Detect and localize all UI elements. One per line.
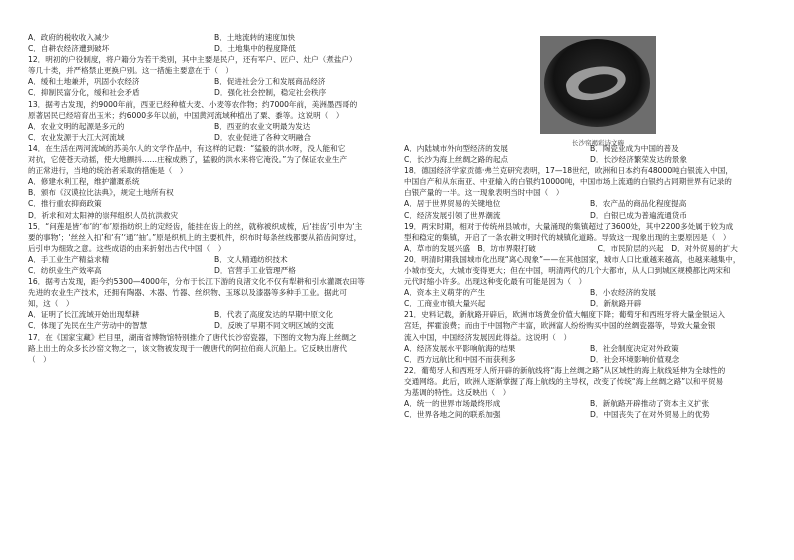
option-a: C．经济发展引领了世界潮流 <box>404 210 501 220</box>
option-row <box>404 243 776 254</box>
text-line: 交通网络。此后，欧洲人逐渐掌握了海上航线的主导权，改变了传统“海上丝绸之路”以和平贸易 <box>404 376 724 386</box>
option-b: D．土地集中的程度降低 <box>214 44 296 54</box>
left-column <box>28 32 400 365</box>
option-b: B．陶瓷业成为中国的普及 <box>590 143 679 153</box>
option-b: B．促进社会分工和发展商品经济 <box>214 77 326 87</box>
option-b: B．新航路开辟推动了资本主义扩张 <box>590 399 710 409</box>
option-a: A．统一的世界市场最终形成 <box>404 399 501 409</box>
bowl-shape <box>544 39 650 127</box>
option-b: B．社会制度决定对外政策 <box>590 343 679 353</box>
text-line: 元代时缩小许多。出现这种变化最有可能是因为（ ） <box>404 277 587 287</box>
option-a: A．经济发展水平影响航海的结果 <box>404 343 516 353</box>
option-a: A．草市的发展兴盛 B．坊市界限打破 <box>404 243 536 253</box>
option-b: D．强化社会控制，稳定社会秩序 <box>214 88 327 98</box>
option-row <box>404 154 776 165</box>
text-line: 22．葡萄牙人和西班牙人所开辟的新航线将“海上丝绸之路”从区域性的海上航线延伸为全球性的 <box>404 365 726 375</box>
option-b: B．土地流转的速度加快 <box>214 33 296 42</box>
option-a: C．农业发源于大江大河流域 <box>28 132 125 142</box>
text-line: 要的事物’；‘丝丝入扣’和‘有’‘通’‘抽’。”原是织机上的主要机件，织布时每条丝线都要从筘齿间穿过， <box>28 232 362 242</box>
text-line: 路上出土的众多长沙窑文物之一，该文物被发现于一艘唐代的阿拉伯商人沉船上。它反映出唐代 <box>28 343 347 353</box>
option-a: A．证明了长江流域开始出现犁耕 <box>28 310 140 320</box>
option-a: C．体现了先民在生产劳动中的智慧 <box>28 321 148 331</box>
option-row <box>404 198 776 209</box>
text-line: 为基调的特性。这反映出（ ） <box>404 388 511 397</box>
option-b: D．白银已成为普遍流通货币 <box>590 210 687 220</box>
option-b: B．小农经济的发展 <box>590 288 656 298</box>
option-row <box>404 409 776 420</box>
option-row <box>404 343 776 354</box>
text-line: C．推行重农抑商政策 <box>28 199 102 209</box>
text-line: 等几十类，并严格禁止更换户别。这一措施主要意在于（ ） <box>28 66 234 76</box>
option-row <box>28 32 400 43</box>
option-row <box>28 121 400 132</box>
option-row <box>404 287 776 298</box>
text-line: 白银产量的一半。这一现象表明当时中国（ ） <box>404 188 564 198</box>
option-a: C．抑制民富分化，缓和社会矛盾 <box>28 88 140 98</box>
text-line: 中国自产和从东南亚、中亚输入的白银约10000吨，中国市场上流通的白银约占同期世界有记录的 <box>404 177 732 187</box>
option-row <box>28 320 400 331</box>
text-line: 型和稳定的集镇，开启了一条农耕文明时代的城镇化道路。导致这一现象出现的主要原因是（ ） <box>404 232 731 242</box>
text-line: B．颁布《汉谟拉比法典》，规定土地所有权 <box>28 188 174 198</box>
option-b: D．长沙经济繁荣发达的景象 <box>590 155 687 165</box>
option-b: C．市民阶层的兴起 D．对外贸易的扩大 <box>590 243 738 253</box>
option-row <box>28 254 400 265</box>
option-a: A．居于世界贸易的关键地位 <box>404 199 501 209</box>
text-line: （ ） <box>28 354 51 364</box>
text-line: A．修建水利工程，维护灌溉系统 <box>28 177 140 187</box>
text-line: 流入中国，中国经济发展因此得益。这说明（ ） <box>404 332 572 342</box>
option-b: D．农业促进了各种文明融合 <box>214 132 311 142</box>
text-line: 原著居民已经培育出玉米；约6000多年以前，中国黄河流域种植出了粟、黍等。这说明（ ） <box>28 110 344 120</box>
option-row <box>28 265 400 276</box>
text-line: 的正常进行，当地的统治者采取的措施是（ ） <box>28 166 188 176</box>
option-b: B．文人精通纺织技术 <box>214 254 288 264</box>
option-a: A．农业文明的起源是多元的 <box>28 121 125 131</box>
option-a: C．自耕农经济遭到破坏 <box>28 44 110 54</box>
option-row <box>404 398 776 409</box>
option-a: A．缓和土地兼并，巩固小农经济 <box>28 77 140 87</box>
option-b: D．中国丧失了在对外贸易上的优势 <box>590 410 710 420</box>
text-line: 15．“问莲是皆‘布’的‘布’原指纺织上的定经齿，能挂在齿上的丝，就称被织成梳，后‘挂齿’引申为‘主 <box>28 221 363 231</box>
option-a: C．工商业市镇大量兴起 <box>404 299 486 309</box>
option-a: A．政府的税收收入减少 <box>28 33 110 42</box>
option-a: A．内陆城市外向型经济的发展 <box>404 143 508 153</box>
option-row <box>28 76 400 87</box>
text-line: 小城市变大，大城市变得更大；但在中国，明清两代的几个大都市，从人口到城区规模都比两宋和 <box>404 265 731 275</box>
option-row <box>28 309 400 320</box>
text-line: 知，这（ ） <box>28 299 74 309</box>
option-a: C．长沙为海上丝绸之路的起点 <box>404 155 509 165</box>
text-line: 后引申为细致之意。这些成语的由来折射出古代中国（ ） <box>28 243 226 253</box>
tea-bowl-photo <box>540 36 656 134</box>
option-b: D．反映了早期不同文明区域的交流 <box>214 321 334 331</box>
option-b: D．社会环境影响价值观念 <box>590 354 680 364</box>
option-b: B．农产品的商品化程度提高 <box>590 199 687 209</box>
text-line: 21．史料记载，新航路开辟后，欧洲市场黄金价值大幅度下降；葡萄牙和西班牙将大量金银运入 <box>404 310 726 320</box>
option-b: B．西亚的农业文明最为发达 <box>214 121 311 131</box>
text-line: 14．在生活在两河流域的苏美尔人的文学作品中，有这样的记载：“猛毅的洪水呀，没人能和它 <box>28 143 346 153</box>
option-a: A．资本主义萌芽的产生 <box>404 288 486 298</box>
option-row <box>404 210 776 221</box>
text-line: 18．德国经济学家贡德·弗兰克研究表明，17—18世纪，欧洲和日本约有48000吨白银流入中国， <box>404 166 733 176</box>
text-line: 对抗，它使苍天动摇，使大地颤抖……庄稼成熟了，猛毅的洪水来将它淹没。”为了保证农业生产 <box>28 155 348 165</box>
option-row <box>28 43 400 54</box>
option-a: C．西方远航比和中国不而获利多 <box>404 354 516 364</box>
option-row <box>404 298 776 309</box>
text-line: 宫廷，挥霍浪费；而由于中国物产丰富，欧洲富人纷纷购买中国的丝绸瓷器等，导致大量金银 <box>404 321 716 331</box>
text-line: 17．在《国家宝藏》栏目里，湖南省博物馆特别推介了唐代长沙窑瓷器，下图的文物为海上丝绸之 <box>28 332 357 342</box>
text-line: D．祈求和对太阳神的崇拜组织人员抗洪救灾 <box>28 210 179 220</box>
text-line: 12．明初的户役制度，将户籍分为若干类别，其中主要是民户，还有军户、匠户、灶户（煮盐户） <box>28 55 357 65</box>
option-b: D．新航路开辟 <box>590 299 642 309</box>
option-b: B．代表了高度发达的早期中原文化 <box>214 310 334 320</box>
option-b: D．官营手工业管理严格 <box>214 265 296 275</box>
text-line: 20．明清时期我国城市化出现“离心现象”——在其他国家，城市人口比重越来越高，也越来越集中， <box>404 254 741 264</box>
option-row <box>28 132 400 143</box>
text-line: 先进的农业生产技术，还拥有陶器、木器、竹器、丝织物、玉琢以及漆器等多种手工业。据此可 <box>28 288 347 298</box>
option-a: C．纺织业生产效率高 <box>28 265 102 275</box>
option-row <box>28 87 400 98</box>
text-line: 13．据考古发现，约9000年前，西亚已经种植大麦、小麦等农作物；约7000年前，美洲墨西哥的 <box>28 99 358 109</box>
option-a: C．世界各地之间的联系加强 <box>404 410 501 420</box>
text-line: 16．据考古发现，距今约5300—4000年，分布于长江下游的良渚文化不仅有犁耕和引水灌溉农田等 <box>28 277 365 287</box>
option-a: A．手工业生产精益求精 <box>28 254 110 264</box>
text-line: 19．两宋时期，相对于传统州县城市，大量涌现的集镇超过了3600处，其中2200多处属于较为成 <box>404 221 734 231</box>
option-row <box>404 354 776 365</box>
figure-caption: 长沙窑褐彩诗文碗 <box>572 139 624 147</box>
